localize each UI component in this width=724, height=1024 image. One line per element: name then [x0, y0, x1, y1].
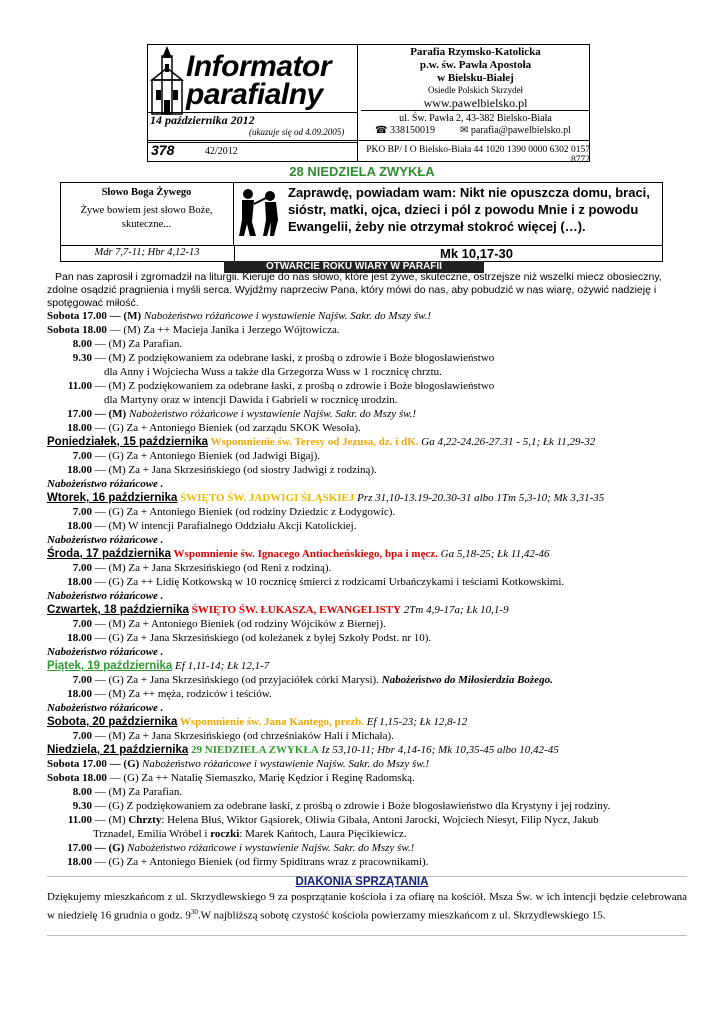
schedule-line	[62, 856, 428, 868]
date-note: (ukazuje się od 4.09.2005)	[249, 127, 345, 137]
schedule-line	[62, 408, 416, 420]
cleaning-text-1: Dziękujemy mieszkańcom z ul. Skrzydlewskiego 9 za posprzątanie kościoła i za ofiarę na kościół. Msza Św. w ich intencji będzie celebrowana w niedzielę 16 grudnia o godz. 9	[47, 891, 687, 922]
feast: ŚWIĘTO ŚW. JADWIGI ŚLĄSKIEJ	[177, 492, 355, 504]
day-name: Środa, 17 października	[47, 548, 171, 560]
day-heading	[47, 716, 467, 728]
end-rule	[47, 935, 687, 936]
intention: — (M) Za + Jana Skrzesińskiego (od Reni z rodziną).	[92, 562, 332, 574]
time-superscript: 30	[190, 908, 198, 916]
schedule-line-cont	[93, 828, 407, 840]
parish-name-1: Parafia Rzymsko-Katolicka	[410, 46, 541, 58]
day-name: Czwartek, 18 października	[47, 604, 189, 616]
note: Nabożeństwo różańcowe i wystawienie Najśw. Sakr. do Mszy św.!	[127, 842, 415, 854]
title-line2: parafialny	[186, 78, 323, 111]
time: 18.00	[67, 688, 92, 700]
time: 7.00	[72, 674, 92, 686]
intention: — (G) Za + Antoniego Bieniek (od rodziny Dziedzic z Łodygowic).	[92, 506, 396, 518]
time: 7.00	[72, 506, 92, 518]
gospel-label: Słowo Boga Żywego	[101, 187, 192, 198]
rosary-note: Nabożeństwo różańcowe .	[47, 478, 164, 490]
issue-code: 42/2012	[205, 146, 238, 157]
rite: — (M)	[92, 408, 129, 420]
time: 17.00	[67, 842, 92, 854]
intention: — (M) W intencji Parafialnego Oddziału Akcji Katolickiej.	[92, 520, 357, 532]
phone-number: 338150019	[389, 125, 435, 136]
time: 18.00	[67, 464, 92, 476]
note: Nabożeństwo różańcowe i wystawienie Najśw. Sakr. do Mszy św.!	[142, 758, 430, 770]
intention: — (M) Za Parafian.	[92, 786, 183, 798]
intention: — (G) Za + Antoniego Bieniek (od Jadwigi Bigaj).	[92, 450, 320, 462]
feast: ŚWIĘTO ŚW. ŁUKASZA, EWANGELISTY	[188, 604, 402, 616]
gospel-sub: Żywe bowiem jest słowo Boże, skuteczne...	[80, 205, 213, 230]
birthdays: : Marek Kańtoch, Laura Pięcikiewicz.	[239, 828, 407, 840]
day-heading	[47, 436, 595, 448]
schedule-line	[47, 310, 431, 322]
schedule-line	[62, 464, 377, 476]
feast: Wspomnienie św. Teresy od Jezusa, dz. i dK.	[208, 436, 419, 448]
schedule-line	[62, 674, 553, 686]
email-row	[460, 125, 571, 136]
time: Sobota 17.00	[47, 310, 107, 322]
phone-row	[375, 125, 435, 136]
rite: — (G)	[92, 842, 128, 854]
readings: Ga 5,18-25; Łk 11,42-46	[437, 548, 550, 560]
parish-name-3: w Bielsku-Białej	[437, 72, 514, 84]
schedule-line	[62, 632, 431, 644]
day-name: Poniedziałek, 15 października	[47, 436, 209, 448]
day-heading	[47, 660, 269, 672]
schedule-line	[62, 842, 414, 854]
readings: Prz 31,10-13.19-20.30-31 albo 1Tm 5,3-10; Mk 3,31-35	[354, 492, 605, 504]
day-name: Piątek, 19 października	[47, 660, 173, 672]
intention: — (G) Za + Jana Skrzesińskiego (od koleżanek z byłej Szkoły Podst. nr 10).	[92, 632, 432, 644]
sunday-title: 28 NIEDZIELA ZWYKŁA	[289, 164, 435, 179]
readings: Ga 4,22-24.26-27.31 - 5,1; Łk 11,29-32	[418, 436, 596, 448]
schedule-line	[62, 688, 272, 700]
issue-date: 14 października 2012	[150, 113, 255, 127]
church-logo	[148, 46, 186, 116]
rosary-note: Nabożeństwo różańcowe .	[47, 590, 164, 602]
intention: — (G) Za ++ Lidię Kotkowską w 10 rocznicę śmierci z rodzicami Urbańczykami i teściami Kotkowskimi.	[92, 576, 565, 588]
readings: Ef 1,15-23; Łk 12,8-12	[364, 716, 468, 728]
note: Nabożeństwo do Miłosierdzia Bożego.	[381, 674, 553, 686]
header-divider	[357, 44, 358, 162]
schedule-line-cont: dla Martyny oraz w intencji Dawida i Gabrieli w rocznicę urodzin.	[104, 394, 398, 406]
day-name: Niedziela, 21 października	[47, 744, 189, 756]
schedule-line	[62, 786, 182, 798]
address: ul. Św. Pawła 2, 43-382 Bielsko-Biała	[399, 113, 552, 124]
schedule-line	[62, 520, 356, 532]
time: 8.00	[72, 338, 92, 350]
cleaning-text	[47, 890, 687, 924]
schedule-line	[62, 576, 564, 588]
intention: — (M) Za + Jana Skrzesińskiego (od chrześniaków Hali i Michała).	[92, 730, 394, 742]
intention: — (G) Za + Antoniego Bieniek (od firmy Spiditrans wraz z pracownikami).	[92, 856, 429, 868]
schedule-line	[62, 730, 394, 742]
schedule-line	[62, 380, 494, 392]
number-row	[147, 142, 357, 161]
baptisms-label: Chrzty	[128, 814, 162, 826]
time: 18.00	[67, 856, 92, 868]
readings-ref: Mdr 7,7-11; Hbr 4,12-13	[94, 247, 200, 258]
schedule-line	[47, 324, 340, 336]
phone-icon: ☎	[375, 125, 390, 136]
rite: — (M)	[106, 310, 144, 322]
rosary-note: Nabożeństwo różańcowe .	[47, 534, 164, 546]
schedule-line	[62, 618, 386, 630]
year-of-faith-banner: OTWARCIE ROKU WIARY W PARAFII	[224, 261, 484, 273]
intention: — (G) Za + Jana Skrzesińskiego (od przyjaciółek córki Marysi).	[92, 674, 379, 686]
time: Sobota 18.00	[47, 772, 107, 784]
schedule-line	[62, 562, 331, 574]
schedule-line	[62, 422, 361, 434]
day-heading	[47, 548, 550, 560]
day-heading	[47, 604, 509, 616]
time: 9.30	[72, 352, 92, 364]
rosary-note: Nabożeństwo różańcowe .	[47, 646, 164, 658]
intention: — (M) Z podziękowaniem za odebrane łaski, z prośbą o zdrowie i Boże błogosławieństwo	[92, 352, 495, 364]
gospel-text: Zaprawdę, powiadam wam: Nikt nie opuszcza domu, braci, sióstr, matki, ojca, dzieci i pól z powodu Mnie i z powodu Ewangelii, żeby nie otrzymał stokroć więcej (…).	[288, 185, 650, 234]
bank-account: PKO BP/ I O Bielsko-Biała 44 1020 1390 0000 6302 0157 8772	[366, 145, 590, 165]
intention: — (M) Za Parafian.	[92, 338, 183, 350]
time: 7.00	[72, 730, 92, 742]
day-name: Sobota, 20 października	[47, 716, 178, 728]
intention: — (M) Za + Antoniego Bieniek (od rodziny Wójcików z Biernej).	[92, 618, 386, 630]
note: Nabożeństwo różańcowe i wystawienie Najśw. Sakr. do Mszy św.!	[128, 408, 417, 420]
intention: — (M) Za ++ Macieja Janika i Jerzego Wójtowicza.	[106, 324, 340, 336]
header-rule-2	[147, 140, 590, 141]
intention: — (M) Za + Jana Skrzesińskiego (od siostry Jadwigi z rodziną).	[92, 464, 377, 476]
baptisms: : Helena Błuś, Wiktor Gąsiorek, Oliwia Gibała, Antoni Jarocki, Wojciech Niesyt, Filip Nycz, Jakub	[161, 814, 599, 826]
website-link[interactable]: www.pawelbielsko.pl	[423, 96, 528, 110]
time: 8.00	[72, 786, 92, 798]
readings: 2Tm 4,9-17a; Łk 10,1-9	[401, 604, 509, 616]
envelope-icon: ✉	[460, 125, 471, 136]
day-heading	[47, 492, 604, 504]
schedule-line	[62, 814, 599, 826]
gospel-illustration	[236, 186, 282, 238]
email-link[interactable]: parafia@pawelbielsko.pl	[470, 125, 571, 136]
intention: — (G) Za + Antoniego Bieniek (od zarządu SKOK Wesoła).	[92, 422, 361, 434]
rite: — (M)	[92, 814, 129, 826]
time: 18.00	[67, 422, 92, 434]
time: 9.30	[72, 800, 92, 812]
time: 18.00	[67, 632, 92, 644]
schedule-line-cont: dla Anny i Wojciecha Wuss a także dla Grzegorza Wuss w 1 rocznicę chrztu.	[104, 366, 442, 378]
schedule-line	[62, 800, 610, 812]
time: 11.00	[67, 814, 92, 826]
time: Sobota 18.00	[47, 324, 107, 336]
time: Sobota 17.00	[47, 758, 107, 770]
schedule-line	[47, 772, 415, 784]
intro-text: Pan nas zaprosił i zgromadził na liturgii. Kieruje do nas słowo, które jest żywe, skuteczne, ostrzejsze niż wszelki miecz obosieczny, zdolne osądzić pragnienia i myśli serca. Wyjdźmy naprzeciw Pana, który mówi do nas, aby pobudzić w nas wiarę, ożywić nadzieję i spotęgować miłość.	[47, 271, 662, 309]
note: Nabożeństwo różańcowe i wystawienie Najśw. Sakr. do Mszy św.!	[143, 310, 431, 322]
gospel-ref: Mk 10,17-30	[440, 246, 513, 261]
parish-name-2: p.w. św. Pawła Apostoła	[419, 59, 532, 71]
time: 17.00	[67, 408, 92, 420]
day-heading	[47, 744, 559, 756]
intention: — (M) Z podziękowaniem za odebrane łaski, z prośbą o zdrowie i Boże błogosławieństwo	[92, 380, 495, 392]
time: 18.00	[67, 520, 92, 532]
feast: 29 NIEDZIELA ZWYKŁA	[188, 744, 319, 756]
feast: Wspomnienie św. Jana Kantego, prezb.	[177, 716, 364, 728]
rosary-note: Nabożeństwo różańcowe .	[47, 702, 164, 714]
intention: — (M) Za ++ męża, rodziców i teściów.	[92, 688, 272, 700]
issue-number: 378	[151, 142, 175, 158]
schedule-line	[47, 758, 429, 770]
gospel-vrule	[234, 245, 235, 262]
schedule-line	[62, 450, 320, 462]
time: 7.00	[72, 562, 92, 574]
time: 18.00	[67, 576, 92, 588]
baptisms-cont: Trznadel, Emilia Wróbel i	[93, 828, 211, 840]
cleaning-title: DIAKONIA SPRZĄTANIA	[295, 876, 429, 888]
gospel-rule	[60, 245, 663, 246]
gospel-label-box	[60, 182, 234, 245]
intention: — (G) Z podziękowaniem za odebrane łaski, z prośbą o zdrowie i Boże błogosławieństwo dla Krystyny i jej rodziny.	[92, 800, 611, 812]
time: 7.00	[72, 618, 92, 630]
day-name: Wtorek, 16 października	[47, 492, 178, 504]
schedule-line	[62, 506, 395, 518]
parish-name-4: Osiedle Polskich Skrzydeł	[428, 85, 523, 95]
intention: — (G) Za ++ Natalię Siemaszko, Marię Kędzior i Reginę Radomską.	[106, 772, 415, 784]
schedule-line	[62, 352, 494, 364]
header-rule-1	[361, 110, 590, 111]
feast: Wspomnienie św. Ignacego Antiocheńskiego, bpa i męcz.	[171, 548, 438, 560]
cleaning-text-2: .W najbliższą sobotę czystość kościoła powierzamy mieszkańcom z ul. Skrzydlewskiego 15.	[197, 909, 606, 922]
birthdays-label: roczki	[210, 828, 240, 840]
schedule-line	[62, 338, 182, 350]
time: 7.00	[72, 450, 92, 462]
title-line1: Informator	[186, 50, 331, 83]
time: 11.00	[67, 380, 92, 392]
readings: Iz 53,10-11; Hbr 4,14-16; Mk 10,35-45 albo 10,42-45	[318, 744, 559, 756]
rite: — (G)	[106, 758, 143, 770]
readings: Ef 1,11-14; Łk 12,1-7	[172, 660, 270, 672]
